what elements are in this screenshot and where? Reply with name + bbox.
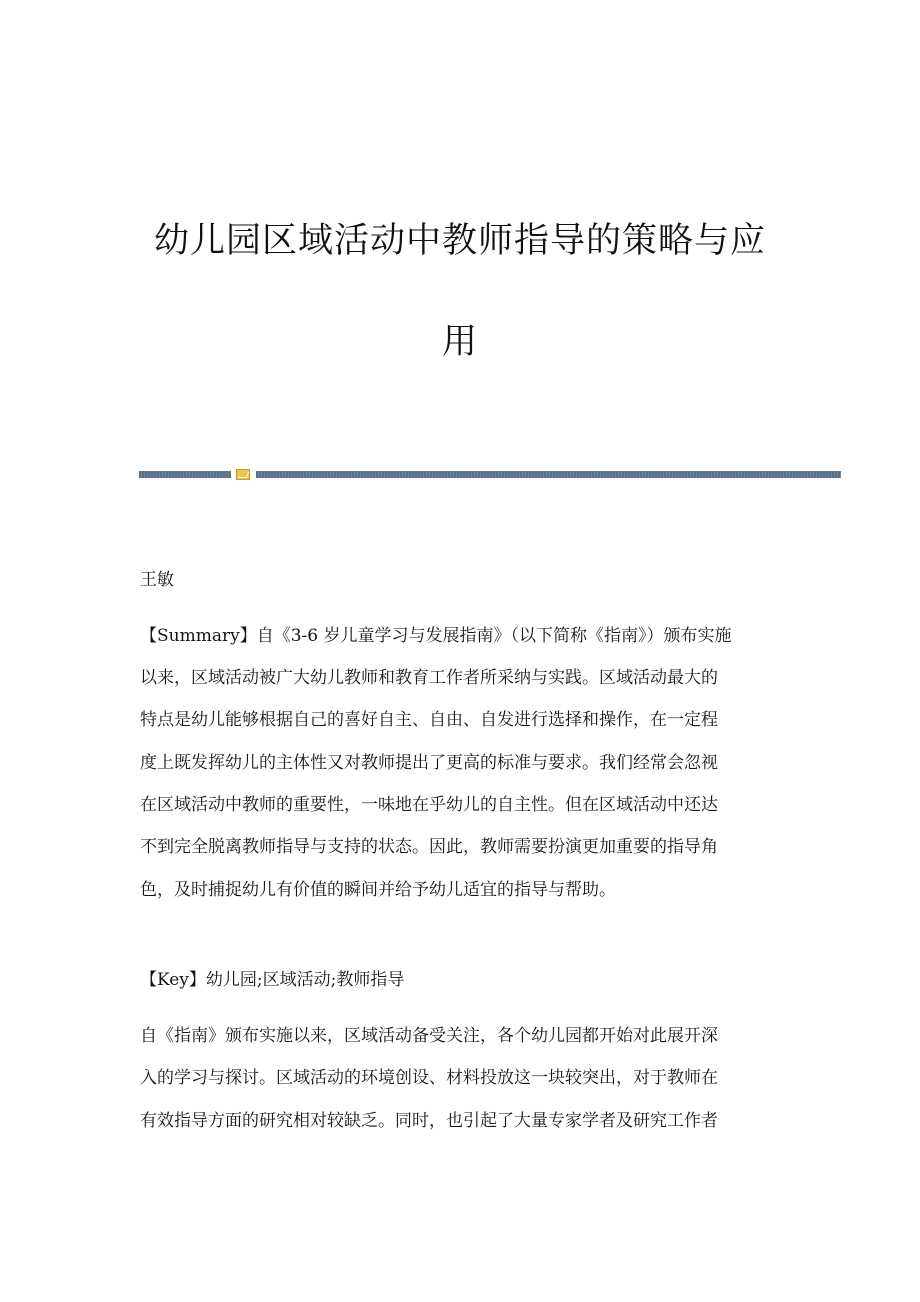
summary-paragraph [140, 626, 780, 900]
summary-line: 在区域活动中教师的重要性，一味地在乎幼儿的自主性。但在区域活动中还达 [140, 795, 718, 815]
body-line: 入的学习与探讨。区域活动的环境创设、材料投放这一块较突出，对于教师在 [140, 1068, 718, 1088]
summary-line: 色，及时捕捉幼儿有价值的瞬间并给予幼儿适宜的指导与帮助。 [140, 880, 616, 900]
author-name: 王敏 [140, 570, 174, 590]
divider-bar-left [139, 471, 231, 478]
page-title-line-1: 幼儿园区域活动中教师指导的策略与应 [153, 221, 766, 261]
summary-line: 不到完全脱离教师指导与支持的状态。因此，教师需要扮演更加重要的指导角 [140, 837, 718, 857]
summary-line: 特点是幼儿能够根据自己的喜好自主、自由、自发进行选择和操作，在一定程 [140, 710, 718, 730]
envelope-icon [236, 469, 250, 480]
summary-line: 【Summary】自《3-6 岁儿童学习与发展指南》（以下简称《指南》）颁布实施 [140, 626, 732, 646]
body-paragraph [140, 1026, 780, 1131]
divider-bar-right [256, 471, 841, 478]
body-line: 自《指南》颁布实施以来，区域活动备受关注，各个幼儿园都开始对此展开深 [140, 1026, 718, 1046]
page-title-line-2: 用 [441, 322, 478, 362]
summary-line: 度上既发挥幼儿的主体性又对教师提出了更高的标准与要求。我们经常会忽视 [140, 753, 718, 773]
body-line: 有效指导方面的研究相对较缺乏。同时，也引起了大量专家学者及研究工作者 [140, 1111, 718, 1131]
title-divider [139, 468, 841, 482]
summary-line: 以来，区域活动被广大幼儿教师和教育工作者所采纳与实践。区域活动最大的 [140, 668, 718, 688]
keywords: 【Key】幼儿园;区域活动;教师指导 [140, 970, 405, 990]
